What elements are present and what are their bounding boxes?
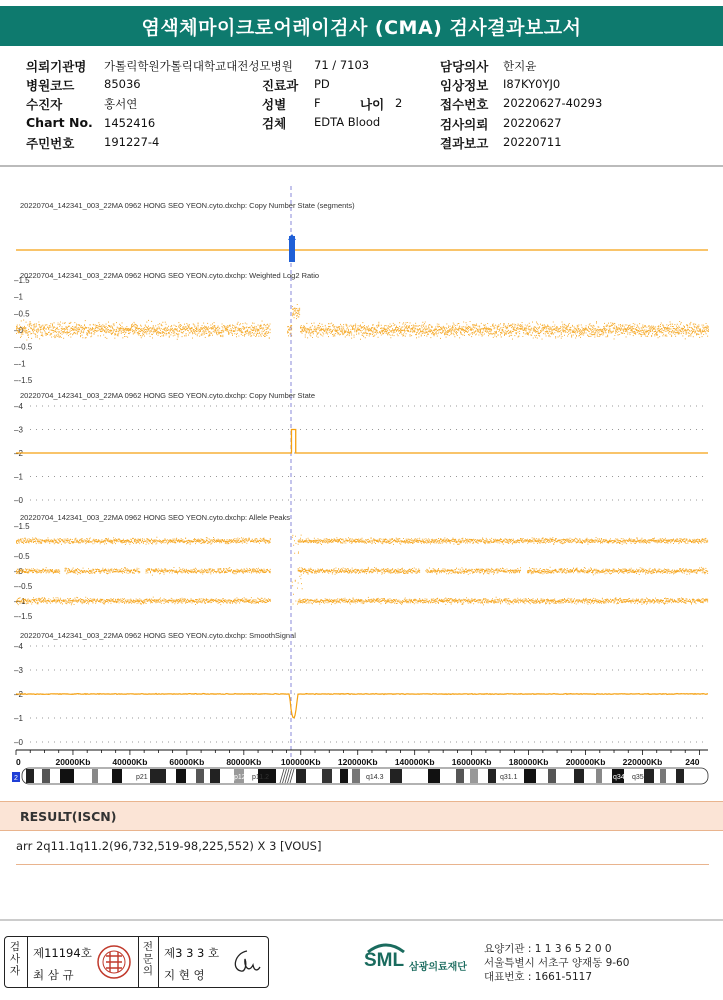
band-label: p21	[136, 774, 148, 781]
report-date-label: 결과보고	[440, 136, 489, 151]
result-iscn: arr 2q11.1q11.2(96,732,519-98,225,552) X 3 [VOUS]	[16, 839, 322, 853]
x-tick-label: 200000Kb	[565, 757, 606, 767]
specialist-label: 전 문 의	[142, 941, 154, 977]
institution-value: 가톨릭학원가톨릭대학교대전성모병원	[104, 59, 293, 73]
ward-value: 71 / 7103	[314, 58, 370, 72]
x-tick-label: 180000Kb	[508, 757, 549, 767]
ideogram-band	[322, 769, 332, 783]
ytick-label: –0	[14, 567, 23, 576]
specialist-id: 제3 3 3 호	[164, 946, 220, 960]
x-tick-label: 40000Kb	[112, 757, 148, 767]
x-tick-label: 140000Kb	[394, 757, 435, 767]
band-label: q14.3	[366, 774, 384, 781]
report-title: 염색체마이크로어레이검사 (CMA) 검사결과보고서	[0, 6, 723, 46]
examiner-label: 검 사 자	[9, 941, 21, 977]
ytick-label: –-1.5	[14, 612, 33, 621]
ideogram-band	[596, 769, 602, 783]
hospital-code-label: 병원코드	[26, 78, 75, 93]
ytick-label: –1.5	[14, 276, 30, 285]
footer-divider	[0, 919, 723, 921]
request-label: 검사의뢰	[440, 117, 489, 132]
age-value: 2	[395, 96, 403, 110]
ideogram-band	[340, 769, 348, 783]
ideogram-band	[176, 769, 186, 783]
band-label: q31.1	[500, 774, 518, 781]
lab-logo-text: SML	[364, 950, 405, 971]
lab-address: 서울특별시 서초구 양재동 9-60	[484, 957, 630, 969]
result-heading: RESULT(ISCN)	[0, 801, 723, 831]
x-tick-label: 0	[16, 757, 21, 767]
hospital-code-value: 85036	[104, 77, 141, 91]
report-date-value: 20220711	[503, 135, 562, 149]
ytick-label: –1	[14, 472, 23, 482]
cma-chart-svg	[0, 168, 723, 800]
ideogram-band	[428, 769, 440, 783]
sex-value: F	[314, 96, 321, 110]
x-tick-label: 80000Kb	[226, 757, 262, 767]
ideogram-band	[488, 769, 496, 783]
band-label: q35	[632, 774, 644, 781]
ytick-label: –4	[14, 642, 23, 651]
ytick-label: –2	[14, 690, 23, 699]
ytick-label: –0	[14, 496, 23, 505]
panel-title-4: 20220704_142341_003_22MA 0962 HONG SEO YEON.cyto.dxchp: SmoothSignal	[20, 631, 296, 640]
panel-title-2: 20220704_142341_003_22MA 0962 HONG SEO YEON.cyto.dxchp: Copy Number State	[20, 391, 316, 400]
x-tick-label: 60000Kb	[169, 757, 205, 767]
chart-value: 1452416	[104, 116, 156, 130]
ideogram-band	[470, 769, 478, 783]
specialist-name: 지 현 영	[164, 968, 205, 982]
sex-label: 성별	[262, 97, 287, 112]
ytick-label: –0.5	[14, 552, 30, 561]
sign-divider	[138, 937, 139, 987]
request-value: 20220627	[503, 116, 562, 130]
info-divider	[0, 165, 723, 167]
chromosome-label: 2	[14, 775, 18, 782]
ideogram-band	[210, 769, 220, 783]
log2-ratio-points	[16, 305, 709, 341]
lab-name: 삼광의료재단	[409, 962, 467, 973]
ytick-label: –0	[14, 738, 23, 747]
ideogram-band	[390, 769, 402, 783]
patient-label: 수진자	[26, 97, 63, 112]
doctor-label: 담당의사	[440, 59, 489, 74]
ytick-label: –0	[14, 326, 23, 335]
copy-number-line	[16, 430, 708, 454]
ideogram-band	[524, 769, 536, 783]
ytick-label: –-1.5	[14, 376, 33, 385]
x-tick-label: 220000Kb	[622, 757, 663, 767]
smooth-signal-line	[16, 694, 708, 718]
result-divider	[16, 864, 709, 865]
doctor-value: 한지윤	[503, 59, 537, 73]
ideogram-band	[92, 769, 98, 783]
ytick-label: –-0.5	[14, 342, 33, 352]
x-tick-label: 100000Kb	[280, 757, 321, 767]
patient-info	[0, 52, 723, 164]
panel-title-0: 20220704_142341_003_22MA 0962 HONG SEO YEON.cyto.dxchp: Copy Number State (segments)	[20, 201, 355, 210]
ideogram-band	[574, 769, 584, 783]
ideogram-band	[676, 769, 684, 783]
panel-title-3: 20220704_142341_003_22MA 0962 HONG SEO YEON.cyto.dxchp: Allele Peaks	[20, 513, 291, 522]
band-label: p11.2	[252, 774, 269, 781]
ytick-label: –0.5	[14, 309, 30, 319]
receipt-label: 접수번호	[440, 97, 489, 112]
x-tick-label: 240	[685, 757, 700, 767]
allele-peaks-points	[16, 535, 708, 605]
lab-institution-no: 요양기관 : 1 1 3 6 5 2 0 0	[484, 943, 612, 955]
ideogram-band	[42, 769, 50, 783]
examiner-name: 최 삼 규	[33, 968, 74, 982]
ytick-label: –-0.5	[14, 582, 33, 591]
ytick-label: –1	[14, 292, 23, 302]
institution-label: 의뢰기관명	[26, 59, 87, 74]
ideogram-band	[548, 769, 556, 783]
ideogram-band	[60, 769, 74, 783]
ideogram-band	[112, 769, 122, 783]
examiner-seal-icon	[96, 944, 132, 980]
ideogram-band	[196, 769, 204, 783]
ideogram-band	[26, 769, 34, 783]
signature-box	[4, 936, 269, 988]
chart-label: Chart No.	[26, 115, 93, 130]
sign-divider	[27, 937, 28, 987]
department-label: 진료과	[262, 78, 299, 93]
ytick-label: –4	[14, 402, 23, 411]
ideogram-band	[150, 769, 166, 783]
resident-label: 주민번호	[26, 136, 75, 151]
panel-title-1: 20220704_142341_003_22MA 0962 HONG SEO YEON.cyto.dxchp: Weighted Log2 Ratio	[20, 271, 320, 280]
ideogram-outline	[22, 768, 708, 784]
specialist-signature-icon	[227, 945, 263, 979]
resident-value: 191227-4	[104, 135, 160, 149]
lab-phone: 대표번호 : 1661-5117	[484, 971, 593, 983]
x-tick-label: 120000Kb	[337, 757, 378, 767]
lab-address-block	[484, 942, 629, 984]
specimen-label: 검체	[262, 116, 287, 131]
band-label: q34	[613, 774, 625, 781]
ytick-label: –3	[14, 425, 23, 435]
specimen-value: EDTA Blood	[314, 115, 381, 129]
ytick-label: –2	[14, 449, 23, 458]
ytick-label: –1.5	[14, 522, 30, 531]
department-value: PD	[314, 77, 330, 91]
clinical-label: 임상정보	[440, 78, 489, 93]
cma-chart	[0, 168, 723, 800]
clinical-value: I87KY0YJ0	[503, 77, 561, 91]
receipt-value: 20220627-40293	[503, 96, 603, 110]
age-label: 나이	[360, 97, 385, 112]
ytick-label: –-1	[14, 597, 26, 606]
patient-value: 홍서연	[104, 97, 138, 111]
ideogram-band	[352, 769, 360, 783]
ideogram-band	[456, 769, 464, 783]
ytick-label: –-1	[14, 359, 26, 369]
lab-logo	[364, 944, 484, 980]
x-tick-label: 160000Kb	[451, 757, 492, 767]
x-tick-label: 20000Kb	[55, 757, 91, 767]
ytick-label: –3	[14, 666, 23, 675]
ideogram-band	[296, 769, 306, 783]
ideogram-band	[644, 769, 654, 783]
sign-divider	[158, 937, 159, 987]
ideogram-band	[660, 769, 666, 783]
examiner-id: 제11194호	[33, 946, 92, 960]
band-label: p12	[234, 774, 246, 781]
ytick-label: –1	[14, 714, 23, 723]
